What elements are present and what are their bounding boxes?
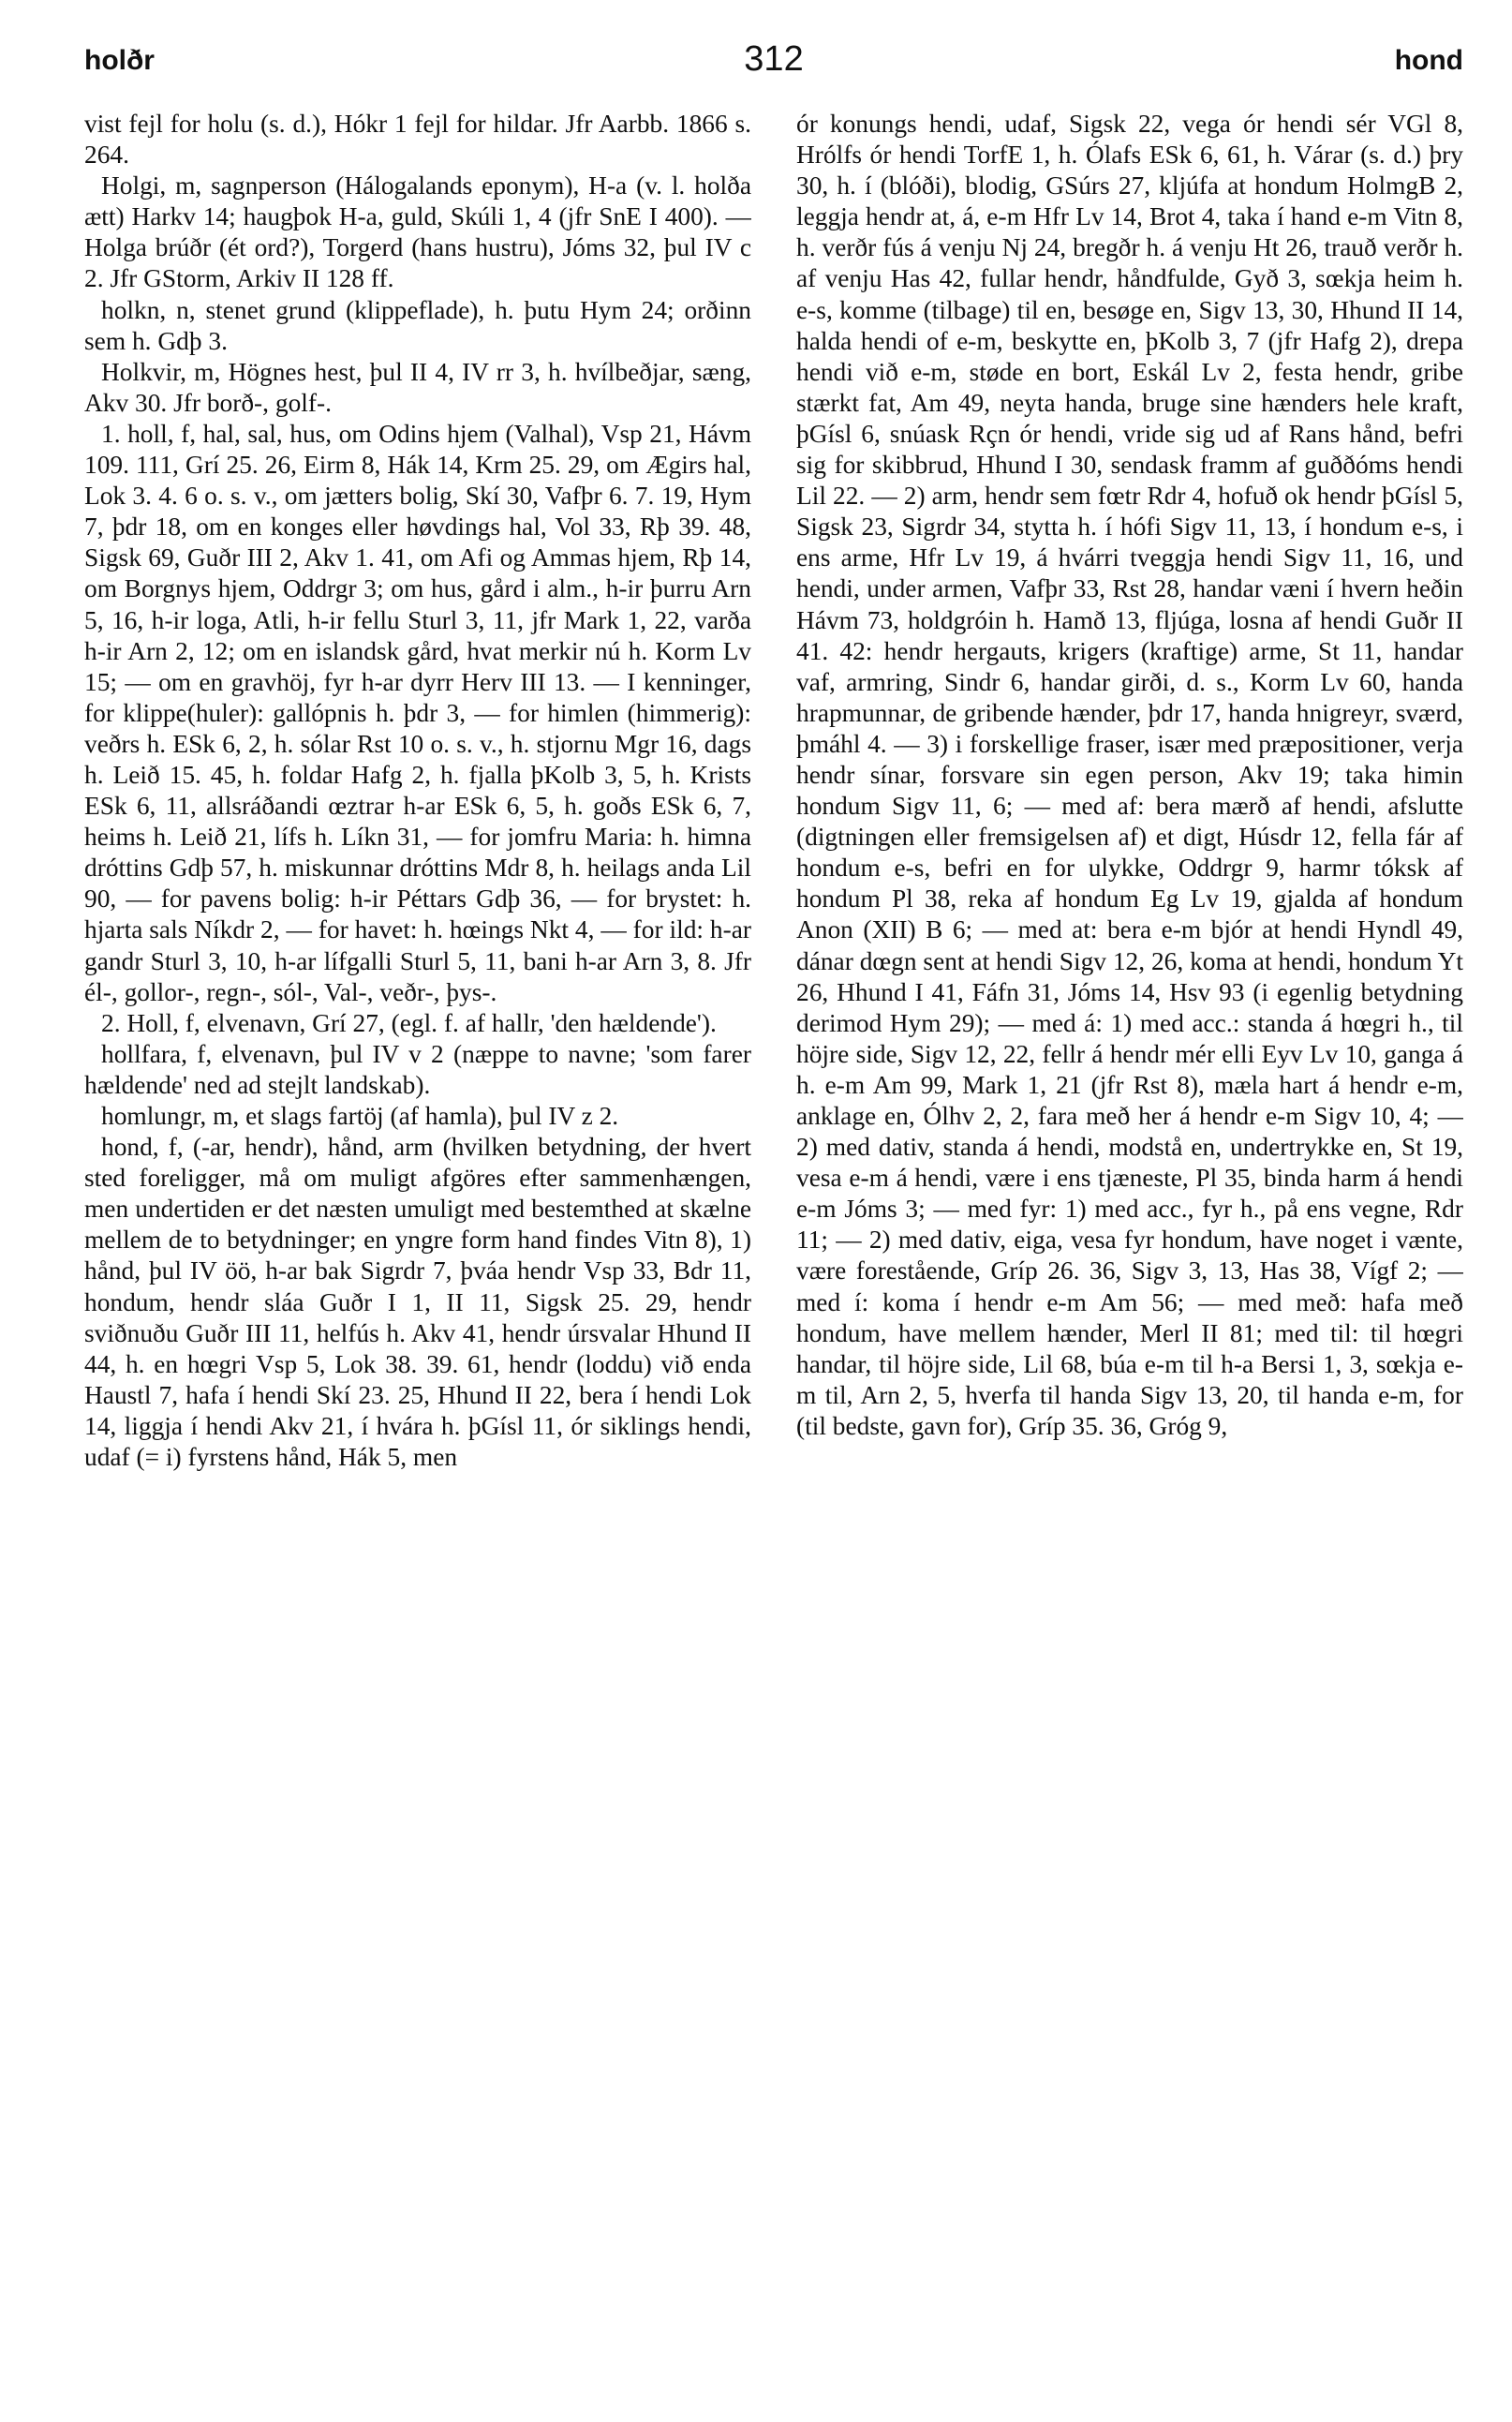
page-header: [84, 39, 1463, 86]
entry-fragment: vist fejl for holu (s. d.), Hókr 1 fejl for hildar. Jfr Aarbb. 1866 s. 264.: [84, 110, 751, 170]
running-headword-right: hond: [1394, 45, 1463, 76]
entry-holl-2: 2. Holl, f, elvenavn, Grí 27, (egl. f. af hallr, 'den hældende').: [101, 1008, 717, 1037]
entry-holgi: Holgi, m, sagnperson (Hálogalands eponym), H-a (v. l. holða ætt) Harkv 14; haugþok H-a, guld, Skúli 1, 4 (jfr SnE I 400). — Holga brúðr (ét ord?), Torgerd (hans hustru), Jóms 32, þul IV c 2. Jfr GStorm, Arkiv II 128 ff.: [84, 171, 751, 293]
entry-holkvir: Holkvir, m, Högnes hest, þul II 4, IV rr 3, h. hvílbeðjar, sæng, Akv 30. Jfr borð-, golf-.: [84, 357, 751, 417]
entry-hond: hond, f, (-ar, hendr), hånd, arm (hvilken betydning, der hvert sted foreligger, må om muligt afgöres efter sammenhængen, men undertiden er det næsten umuligt med bestemthed at skælne mellem de to betydninger; en yngre form hand findes Vitn 8), 1) hånd, þul IV öö, h-ar bak Sigrdr 7, þváa hendr Vsp 33, Bdr 11, hondum, hendr sláa Guðr I 1, II 11, Sigsk 25. 29, hendr sviðnuðu Guðr III 11, helfús h. Akv 41, hendr úrsvalar Hhund II 44, h. en hœgri Vsp 5, Lok 38. 39. 61, hendr (loddu) við enda Haustl 7, hafa í hendi Skí 23. 25, Hhund II 22, bera í hendi Lok 14, liggja í hendi Akv 21, í hvára h. þGísl 11, ór siklings hendi, udaf (= i) fyrstens hånd, Hák 5, men: [84, 1133, 751, 1472]
right-column: [796, 109, 1463, 2404]
running-headword-left: holðr: [84, 45, 155, 76]
entry-holl-1: 1. holl, f, hal, sal, hus, om Odins hjem (Valhal), Vsp 21, Hávm 109. 111, Grí 25. 26, Eirm 8, Hák 14, Krm 25. 29, om Ægirs hal, Lok 3. 4. 6 o. s. v., om jætters bolig, Skí 30, Vafþr 6. 7. 19, Hym 7, þdr 18, om en konges eller høvdings hal, Vol 33, Rþ 39. 48, Sigsk 69, Guðr III 2, Akv 1. 41, om Afi og Ammas hjem, Rþ 14, om Borgnys hjem, Oddrgr 3; om hus, gård i alm., h-ir þurru Arn 5, 16, h-ir loga, Atli, h-ir fellu Sturl 3, 11, jfr Mark 1, 22, varða h-ir Arn 2, 12; om en islandsk gård, hvat merkir nú h. Korm Lv 15; — om en gravhöj, fyr h-ar dyrr Herv III 13. — I kenninger, for klippe(huler): gallópnis h. þdr 3, — for himlen (himmerig): veðrs h. ESk 6, 2, h. sólar Rst 10 o. s. v., h. stjornu Mgr 16, dags h. Leið 15. 45, h. foldar Hafg 2, h. fjalla þKolb 3, 5, h. Krists ESk 6, 11, allsráðandi œztrar h-ar ESk 6, 5, h. goðs ESk 6, 7, heims h. Leið 21, lífs h. Líkn 31, — for jomfru Maria: h. himna dróttins Gdþ 57, h. miskunnar dróttins Mdr 8, h. heilags anda Lil 90, — for pavens bolig: h-ir Péttars Gdþ 36, — for brystet: h. hjarta sals Níkdr 2, — for havet: h. hœings Nkt 4, — for ild: h-ar gandr Sturl 3, 10, h-ar lífgalli Sturl 5, 11, bani h-ar Arn 3, 8. Jfr él-, gollor-, regn-, sól-, Val-, veðr-, þys-.: [84, 419, 751, 1006]
page-number: 312: [744, 39, 804, 79]
entry-hond-continued: ór konungs hendi, udaf, Sigsk 22, vega ór hendi sér VGl 8, Hrólfs ór hendi TorfE 1, h. Ólafs ESk 6, 61, h. Várar (s. d.) þry 30, h. í (blóði), blodig, GSúrs 27, kljúfa at hondum HolmgB 2, leggja hendr at, á, e-m Hfr Lv 14, Brot 4, taka í hand e-m Vitn 8, h. verðr fús á venju Nj 24, bregðr h. á venju Ht 26, trauð verðr h. af venju Has 42, fullar hendr, håndfulde, Gyð 3, sœkja heim h. e-s, komme (tilbage) til en, besøge en, Sigv 13, 30, Hhund II 14, halda hendi of e-m, beskytte en, þKolb 3, 7 (jfr Hafg 2), drepa hendi við e-m, støde en bort, Eskál Lv 2, festa hendr, gribe stærkt fat, Am 49, neyta handa, bruge sine hænders hele kraft, þGísl 6, snúask Rçn ór hendi, vride sig ud af Rans hånd, befri sig for skibbrud, Hhund I 30, sendask framm af guððóms hendi Lil 22. — 2) arm, hendr sem fœtr Rdr 4, hofuð ok hendr þGísl 5, Sigsk 23, Sigrdr 34, stytta h. í hófi Sigv 11, 13, í hondum e-s, i ens arme, Hfr Lv 19, á hvárri tveggja hendi Sigv 11, 16, und hendi, under armen, Vafþr 33, Rst 28, handar væni í hvern heðin Hávm 73, holdgróin h. Hamð 13, fljúga, losna af hendi Guðr II 41. 42: hendr hergauts, krigers (kraftige) arme, St 11, handar vaf, armring, Sindr 6, handar girði, d. s., Korm Lv 60, handa hrapmunnar, de gribende hænder, þdr 17, handa hnigreyr, sværd, þmáhl 4. — 3) i forskellige fraser, især med præpositioner, verja hendr sínar, forsvare sin egen person, Akv 19; taka himin hondum Sigv 11, 6; — med af: bera mærð af hendi, afslutte (digtningen eller fremsigelsen af) et digt, Húsdr 12, fella fár af hondum e-s, befri en for ulykke, Oddrgr 9, harmr tóksk af hondum Pl 38, reka af hondum Eg Lv 19, gjalda af hondum Anon (XII) B 6; — med at: bera e-m bjór at hendi Hyndl 49, dánar dœgn sent at hendi Sigv 12, 26, koma at hendi, hondum Yt 26, Hhund I 41, Fáfn 31, Jóms 14, Hsv 93 (i egenlig betydning derimod Hym 29); — med á: 1) med acc.: standa á hœgri h., til höjre side, Sigv 12, 22, fellr á hendr mér elli Eyv Lv 10, ganga á h. e-m Am 99, Mark 1, 21 (jfr Rst 8), mæla hart á hendr e-m, anklage en, Ólhv 2, 2, fara með her á hendr e-m Sigv 10, 4; — 2) med dativ, standa á hendi, modstå en, undertrykke en, St 19, vesa e-m á hendi, være i ens tjæneste, Pl 35, binda harm á hendi e-m Jóms 3; — med fyr: 1) med acc., fyr h., på ens vegne, Rdr 11; — 2) med dativ, eiga, vesa fyr hondum, have noget i vænte, være forestående, Gríp 26. 36, Sigv 3, 13, Has 38, Vígf 2; — med í: koma í hendr e-m Am 56; — med með: hafa með hondum, have mellem hænder, Merl II 81; med til: til hœgri handar, til höjre side, Lil 68, búa e-m til h-a Bersi 1, 3, sœkja e-m til, Arn 2, 5, hverfa til handa Sigv 13, 20, til handa e-m, for (til bedste, gavn for), Gríp 35. 36, Gróg 9,: [796, 110, 1463, 1440]
entry-homlungr: homlungr, m, et slags fartöj (af hamla), þul IV z 2.: [101, 1102, 619, 1130]
left-column: [84, 109, 751, 2404]
entry-holkn: holkn, n, stenet grund (klippeflade), h. þutu Hym 24; orðinn sem h. Gdþ 3.: [84, 295, 751, 355]
entry-hollfara: hollfara, f, elvenavn, þul IV v 2 (næppe to navne; 'som farer hældende' ned ad stejlt landskab).: [84, 1039, 751, 1099]
